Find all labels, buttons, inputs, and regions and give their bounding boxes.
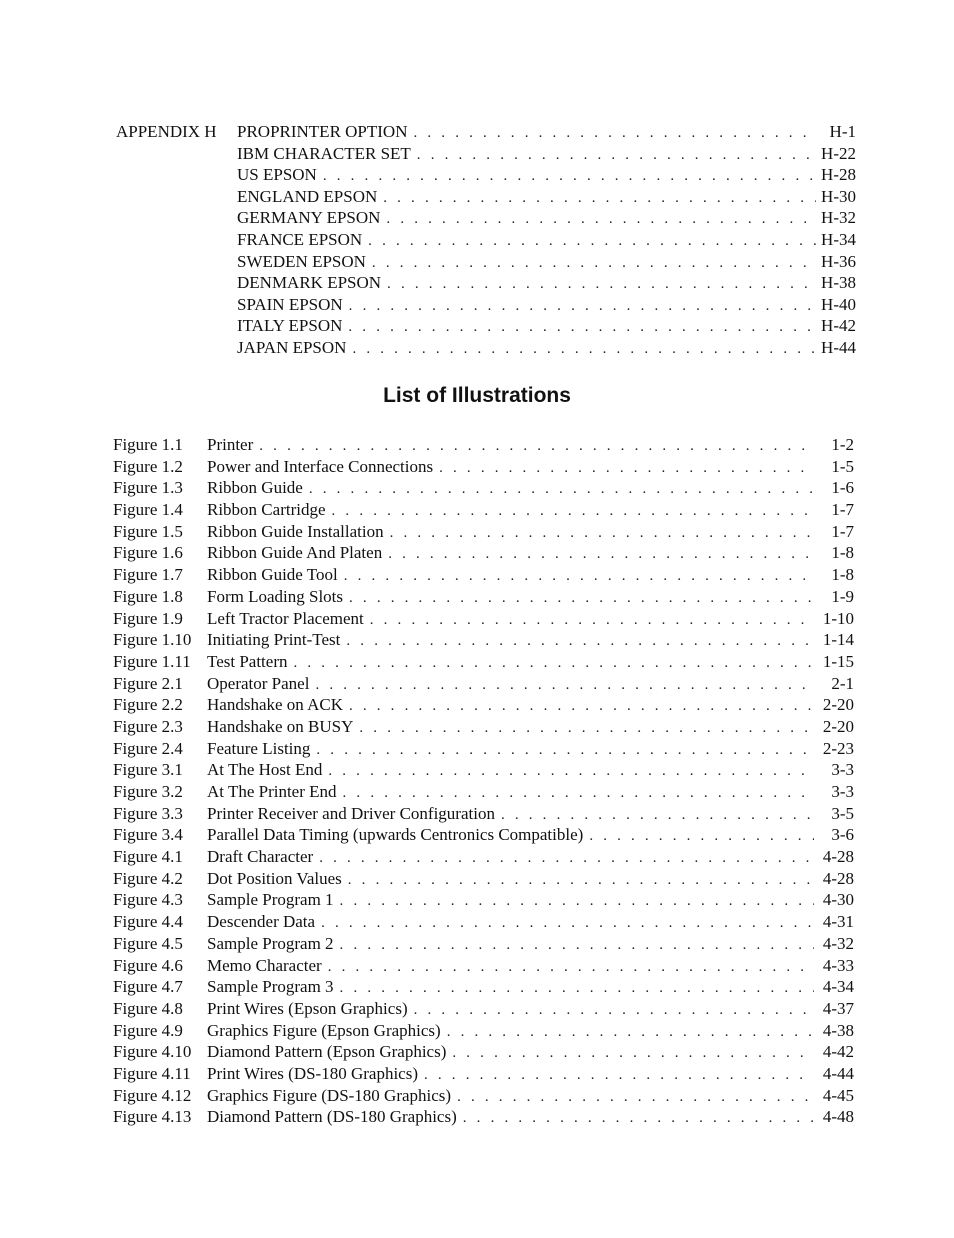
entry-page-number: H-1 [829,122,856,141]
figure-number: Figure 4.2 [113,868,183,888]
entry-page-number: H-30 [821,186,856,206]
figure-title: Dot Position Values [207,868,342,888]
dot-leader [340,978,814,1000]
figure-page-number: 1-2 [831,435,854,454]
appendix-entry [237,186,856,208]
dot-leader [370,610,814,632]
entry-page-number: H-32 [821,208,856,228]
figure-entry-body [207,998,854,1022]
figure-page-number: 4-45 [822,1085,854,1105]
entry-title: US EPSON [237,165,317,185]
figure-number: Figure 1.9 [113,608,183,628]
figure-number: Figure 3.2 [113,782,183,801]
figure-title: Memo Character [207,955,322,975]
figure-entry-body [207,976,854,1000]
entry-title: PROPRINTER OPTION [237,122,408,141]
figure-entry [113,629,854,651]
dot-leader [259,436,814,458]
entry-title: GERMANY EPSON [237,208,381,228]
figure-entry-body [207,1106,854,1130]
figure-title: Left Tractor Placement [207,608,364,628]
figure-title: Graphics Figure (DS-180 Graphics) [207,1085,452,1105]
dot-leader [359,718,814,740]
figure-entry [113,542,854,564]
figure-entry-body [207,629,854,653]
figure-title: Print Wires (DS-180 Graphics) [207,1063,418,1083]
appendix-entry [237,337,856,359]
figure-title: Initiating Print-Test [207,630,341,650]
entry-page-number: H-44 [821,337,856,357]
figure-page-number: 1-8 [831,565,854,585]
figure-number: Figure 1.2 [113,456,183,476]
figure-number: Figure 1.1 [113,435,183,454]
dot-leader [368,231,816,253]
appendix-entry [237,143,856,165]
dot-leader [349,296,816,318]
figure-entry [113,911,854,933]
figure-title: Ribbon Guide And Platen [207,543,383,563]
dot-leader [372,253,816,275]
figure-entry [113,564,854,586]
appendix-entry [237,315,856,337]
dot-leader [457,1087,814,1109]
figure-entry [113,1085,854,1107]
figure-entry [113,889,854,911]
figure-page-number: 1-5 [831,456,854,476]
figure-entry [113,608,854,630]
figure-entry-body [207,651,854,675]
figure-title: Diamond Pattern (DS-180 Graphics) [207,1107,457,1127]
figure-entry [113,1041,854,1063]
figure-number: Figure 1.11 [113,651,191,671]
figure-page-number: 1-6 [831,478,854,498]
appendix-entry [237,164,856,186]
entry-title: DENMARK EPSON [237,273,382,293]
figure-number: Figure 2.1 [113,673,183,693]
figure-number: Figure 4.9 [113,1020,183,1040]
figure-entry-body [207,1085,854,1109]
dot-leader [390,523,814,545]
dot-leader [340,935,814,957]
figure-entry-body [207,542,854,566]
figure-entry [113,976,854,998]
entry-page-number: H-34 [821,229,856,249]
figure-entry [113,933,854,955]
entry-page-number: H-40 [821,294,856,314]
figure-page-number: 2-20 [822,695,854,715]
entry-title: IBM CHARACTER SET [237,143,411,163]
figure-entry-body [207,477,854,501]
figure-title: Ribbon Guide Installation [207,521,384,541]
entry-title: FRANCE EPSON [237,229,363,249]
figure-entry [113,716,854,738]
figure-page-number: 4-32 [822,933,854,953]
figure-entry [113,998,854,1020]
appendix-entry [237,251,856,273]
figure-entry [113,434,854,456]
dot-leader [344,566,814,588]
dot-leader [383,188,816,210]
figure-page-number: 1-15 [822,651,854,671]
figure-number: Figure 4.13 [113,1107,192,1127]
entry-title: ITALY EPSON [237,316,343,336]
figure-number: Figure 4.1 [113,847,183,867]
figure-entry-body [207,738,854,762]
figure-entry [113,738,854,760]
dot-leader [388,544,814,566]
figure-entry [113,673,854,695]
appendix-entry [237,272,856,294]
figure-title: Handshake on ACK [207,695,343,715]
figure-number: Figure 1.10 [113,630,192,650]
appendix-entry [237,207,856,229]
entry-title: JAPAN EPSON [237,337,347,357]
figure-page-number: 3-6 [831,825,854,845]
figure-number: Figure 1.6 [113,543,183,563]
figure-entry-body [207,1063,854,1087]
figure-page-number: 2-20 [822,716,854,736]
dot-leader [417,145,816,167]
dot-leader [315,675,814,697]
dot-leader [348,870,814,892]
figure-title: Ribbon Guide [207,478,303,498]
figure-page-number: 3-3 [831,760,854,780]
figure-page-number: 2-1 [831,673,854,693]
figure-number: Figure 4.7 [113,977,183,997]
figure-entry-body [207,499,854,523]
figure-page-number: 1-7 [831,500,854,520]
figure-title: Operator Panel [207,673,310,693]
figure-entry-body [207,933,854,957]
figure-number: Figure 4.4 [113,912,183,932]
figure-entry-body [207,564,854,588]
figure-page-number: 1-7 [831,521,854,541]
figure-entry [113,1063,854,1085]
dot-leader [387,274,816,296]
figure-entry [113,499,854,521]
entry-page-number: H-42 [821,316,856,336]
dot-leader [439,458,814,480]
figure-title: Ribbon Guide Tool [207,565,338,585]
figure-title: Ribbon Cartridge [207,500,326,520]
figure-number: Figure 4.5 [113,933,183,953]
dot-leader [352,339,816,361]
figure-title: Descender Data [207,912,316,932]
dot-leader [414,1000,814,1022]
figure-entry-body [207,608,854,632]
figure-title: Sample Program 3 [207,977,334,997]
figure-entry [113,846,854,868]
figure-entry-body [207,694,854,718]
figure-title: Power and Interface Connections [207,456,434,476]
figure-entry [113,521,854,543]
dot-leader [346,631,814,653]
figure-title: Feature Listing [207,738,311,758]
figure-entry-body [207,759,854,783]
figure-number: Figure 1.3 [113,478,183,498]
figure-page-number: 1-8 [831,543,854,563]
figure-page-number: 4-33 [822,955,854,975]
figure-entry [113,456,854,478]
figure-page-number: 4-37 [822,998,854,1018]
dot-leader [414,123,817,145]
dot-leader [328,761,814,783]
dot-leader [349,696,814,718]
figure-number: Figure 4.12 [113,1085,192,1105]
figure-page-number: 4-38 [822,1020,854,1040]
figure-entry [113,1020,854,1042]
dot-leader [323,166,816,188]
figure-title: At The Host End [207,760,323,780]
figure-title: Printer [207,435,254,454]
figure-entry [113,803,854,825]
figure-number: Figure 3.1 [113,760,183,780]
figure-entry-body [207,434,854,458]
figure-title: Form Loading Slots [207,586,344,606]
dot-leader [293,653,814,675]
figure-entry [113,955,854,977]
figure-number: Figure 4.11 [113,1063,191,1083]
figure-entry-body [207,456,854,480]
dot-leader [343,783,814,805]
figure-page-number: 1-14 [822,630,854,650]
figure-entry [113,694,854,716]
figure-number: Figure 1.8 [113,586,183,606]
figure-page-number: 1-10 [822,608,854,628]
figure-title: Graphics Figure (Epson Graphics) [207,1020,441,1040]
entry-title: SWEDEN EPSON [237,251,366,271]
dot-leader [328,957,814,979]
entry-title: SPAIN EPSON [237,294,343,314]
figure-entry-body [207,868,854,892]
figure-title: Diamond Pattern (Epson Graphics) [207,1042,447,1062]
figure-page-number: 4-34 [822,977,854,997]
figure-page-number: 4-42 [822,1042,854,1062]
figure-entry-body [207,803,854,827]
entry-page-number: H-22 [821,143,856,163]
figure-page-number: 1-9 [831,586,854,606]
figure-number: Figure 4.10 [113,1042,192,1062]
figure-number: Figure 3.4 [113,825,183,845]
figure-title: Draft Character [207,847,314,867]
entry-page-number: H-38 [821,273,856,293]
figure-number: Figure 1.7 [113,565,183,585]
illustrations-list [113,434,854,1128]
figure-page-number: 3-5 [831,803,854,823]
dot-leader [589,826,814,848]
figure-entry-body [207,586,854,610]
figure-number: Figure 2.4 [113,738,183,758]
figure-number: Figure 1.4 [113,500,183,520]
figure-title: Print Wires (Epson Graphics) [207,998,408,1018]
figure-title: At The Printer End [207,782,337,801]
figure-entry [113,586,854,608]
dot-leader [332,501,814,523]
appendix-entry [237,229,856,251]
dot-leader [319,848,814,870]
appendix-label: APPENDIX H [116,122,217,141]
figure-title: Parallel Data Timing (upwards Centronics Compatible) [207,825,584,845]
figure-number: Figure 1.5 [113,521,183,541]
dot-leader [309,479,814,501]
figure-entry-body [207,1020,854,1044]
dot-leader [447,1022,814,1044]
figure-entry-body [207,911,854,935]
figure-entry-body [207,846,854,870]
dot-leader [316,740,814,762]
figure-entry [113,868,854,890]
dot-leader [501,805,814,827]
appendix-entry [237,294,856,316]
figure-entry [113,651,854,673]
figure-number: Figure 4.8 [113,998,183,1018]
figure-entry-body [207,716,854,740]
figure-number: Figure 2.3 [113,716,183,736]
figure-entry [113,477,854,499]
figure-entry-body [207,824,854,848]
figure-page-number: 4-28 [822,868,854,888]
figure-page-number: 2-23 [822,738,854,758]
figure-number: Figure 4.6 [113,955,183,975]
figure-title: Sample Program 2 [207,933,334,953]
figure-entry-body [207,889,854,913]
figure-entry [113,759,854,781]
figure-title: Sample Program 1 [207,890,334,910]
figure-entry-body [207,673,854,697]
appendix-entries [237,121,856,359]
figure-number: Figure 2.2 [113,695,183,715]
figure-title: Handshake on BUSY [207,716,354,736]
figure-page-number: 4-48 [822,1107,854,1127]
dot-leader [452,1043,814,1065]
figure-title: Test Pattern [207,651,288,671]
appendix-entry [237,121,856,143]
dot-leader [321,913,814,935]
figure-number: Figure 3.3 [113,803,183,823]
figure-title: Printer Receiver and Driver Configuration [207,803,495,823]
figure-entry [113,824,854,846]
dot-leader [348,317,816,339]
entry-page-number: H-28 [821,165,856,185]
figure-page-number: 4-44 [822,1063,854,1083]
figure-entry-body [207,521,854,545]
list-of-illustrations-heading: List of Illustrations [383,384,571,407]
dot-leader [349,588,814,610]
figure-page-number: 4-31 [822,912,854,932]
entry-title: ENGLAND EPSON [237,186,378,206]
figure-entry-body [207,955,854,979]
figure-entry-body [207,781,854,805]
dot-leader [463,1108,814,1130]
dot-leader [386,209,816,231]
dot-leader [424,1065,814,1087]
figure-page-number: 4-28 [822,847,854,867]
figure-number: Figure 4.3 [113,890,183,910]
dot-leader [340,891,814,913]
figure-page-number: 4-30 [822,890,854,910]
entry-page-number: H-36 [821,251,856,271]
figure-entry-body [207,1041,854,1065]
figure-page-number: 3-3 [831,782,854,801]
figure-entry [113,1106,854,1128]
figure-entry [113,781,854,803]
